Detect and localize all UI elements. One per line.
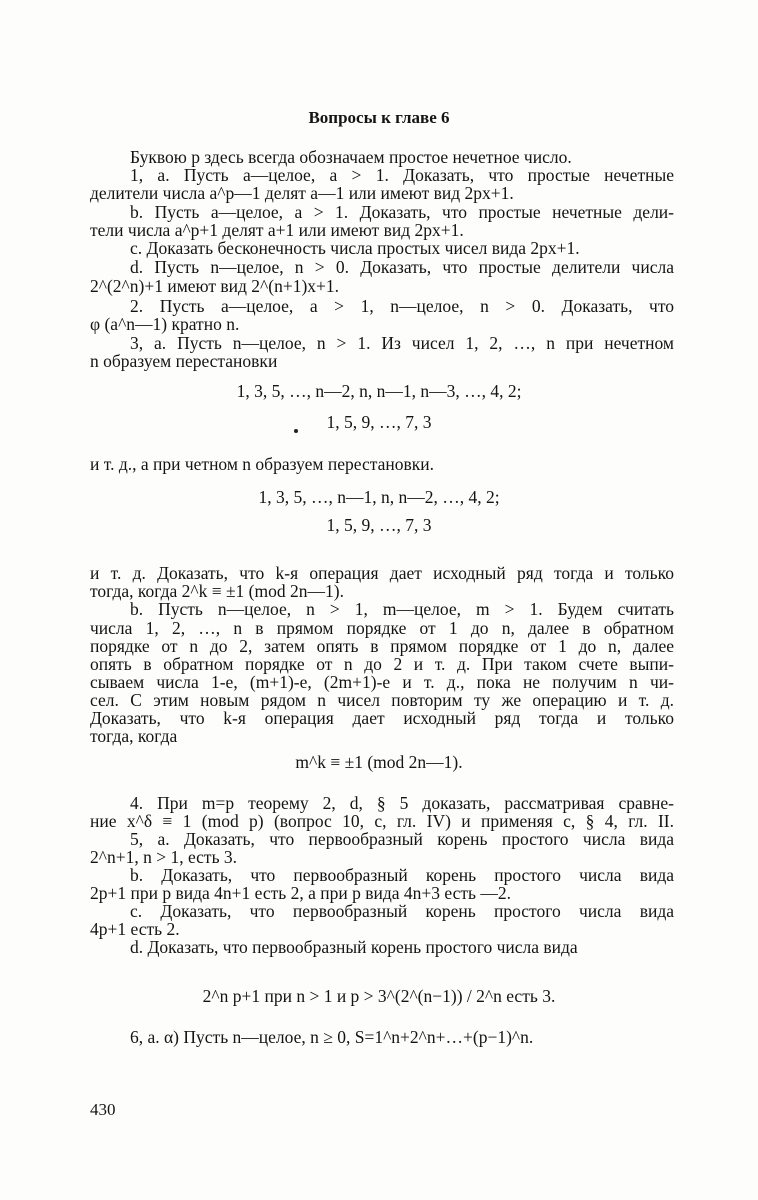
formula-permutation-even-1: 1, 3, 5, …, n—1, n, n—2, …, 4, 2; [258, 487, 500, 507]
text-line-3: делители числа a^p—1 делят a—1 или имеют вид 2px+1. [90, 183, 514, 203]
text-line-31: 5, a. Доказать, что первообразный корень простого числа вида [130, 829, 674, 849]
text-line-27: тогда, когда [90, 726, 178, 746]
text-line-8: 2^(2^n)+1 имеют вид 2^(n+1)x+1. [90, 276, 340, 296]
text-line-11: 3, a. Пусть n—целое, n > 1. Из чисел 1, 2, …, n при нечетном [130, 333, 674, 353]
text-line-33: b. Доказать, что первообразный корень простого числа вида [130, 865, 674, 885]
text-line-2: 1, a. Пусть a—целое, a > 1. Доказать, что простые нечетные [130, 165, 674, 185]
text-line-7: d. Пусть n—целое, n > 0. Доказать, что простые делители числа [130, 257, 674, 277]
text-line-23: опять в обратном порядке от n до 2 и т. д. При таком счете выпи- [90, 654, 674, 674]
text-line-25: сел. С этим новым рядом n чисел повторим ту же операцию и т. д. [90, 690, 674, 710]
text-line-24: сываем числа 1-е, (m+1)-е, (2m+1)-е и т. д., пока не получим n чи- [90, 672, 674, 692]
formula-permutation-even-2: 1, 5, 9, …, 7, 3 [326, 515, 432, 535]
text-line-30: ние x^δ ≡ 1 (mod p) (вопрос 10, c, гл. IV) и применяя c, § 4, гл. II. [90, 811, 674, 831]
text-line-32: 2^n+1, n > 1, есть 3. [90, 847, 238, 867]
page-number: 430 [90, 1100, 116, 1119]
text-line-29: 4. При m=p теорему 2, d, § 5 доказать, рассматривая сравне- [130, 793, 674, 813]
text-line-35: c. Доказать, что первообразный корень простого числа вида [130, 901, 674, 921]
text-line-39: 6, a. α) Пусть n—целое, n ≥ 0, S=1^n+2^n+…+(p−1)^n. [130, 1027, 534, 1047]
text-line-36: 4p+1 есть 2. [90, 919, 180, 939]
formula-permutation-odd-2: 1, 5, 9, …, 7, 3 [326, 412, 432, 432]
text-line-19: тогда, когда 2^k ≡ ±1 (mod 2n—1). [90, 581, 344, 601]
formula-permutation-odd-1: 1, 3, 5, …, n—2, n, n—1, n—3, …, 4, 2; [236, 381, 522, 401]
text-line-26: Доказать, что k-я операция дает исходный ряд тогда и только [90, 708, 674, 728]
formula-primitive-root: 2^n p+1 при n > 1 и p > 3^(2^(n−1)) / 2^n есть 3. [202, 986, 556, 1006]
formula-congruence: m^k ≡ ±1 (mod 2n—1). [295, 752, 463, 772]
text-line-6: c. Доказать бесконечность числа простых чисел вида 2px+1. [130, 238, 580, 258]
text-line-4: b. Пусть a—целое, a > 1. Доказать, что простые нечетные дели- [130, 202, 674, 222]
text-line-21: числа 1, 2, …, n в прямом порядке от 1 до n, далее в обратном [90, 618, 674, 638]
section-title: Вопросы к главе 6 [308, 108, 450, 127]
text-line-15: и т. д., а при четном n образуем перестановки. [90, 454, 434, 474]
text-line-12: n образуем перестановки [90, 351, 278, 371]
text-line-10: φ (a^n—1) кратно n. [90, 314, 240, 334]
text-line-5: тели числа a^p+1 делят a+1 или имеют вид 2px+1. [90, 220, 464, 240]
text-line-37: d. Доказать, что первообразный корень простого числа вида [130, 937, 578, 957]
text-line-1: Буквою p здесь всегда обозначаем простое нечетное число. [130, 147, 572, 167]
text-line-9: 2. Пусть a—целое, a > 1, n—целое, n > 0. Доказать, что [130, 296, 674, 316]
text-line-18: и т. д. Доказать, что k-я операция дает исходный ряд тогда и только [90, 563, 674, 583]
text-line-34: 2p+1 при p вида 4n+1 есть 2, а при p вида 4n+3 есть —2. [90, 883, 512, 903]
text-line-20: b. Пусть n—целое, n > 1, m—целое, m > 1. Будем считать [130, 599, 674, 619]
text-line-22: порядке от n до 2, затем опять в прямом порядке от 1 до n, далее [90, 636, 674, 656]
